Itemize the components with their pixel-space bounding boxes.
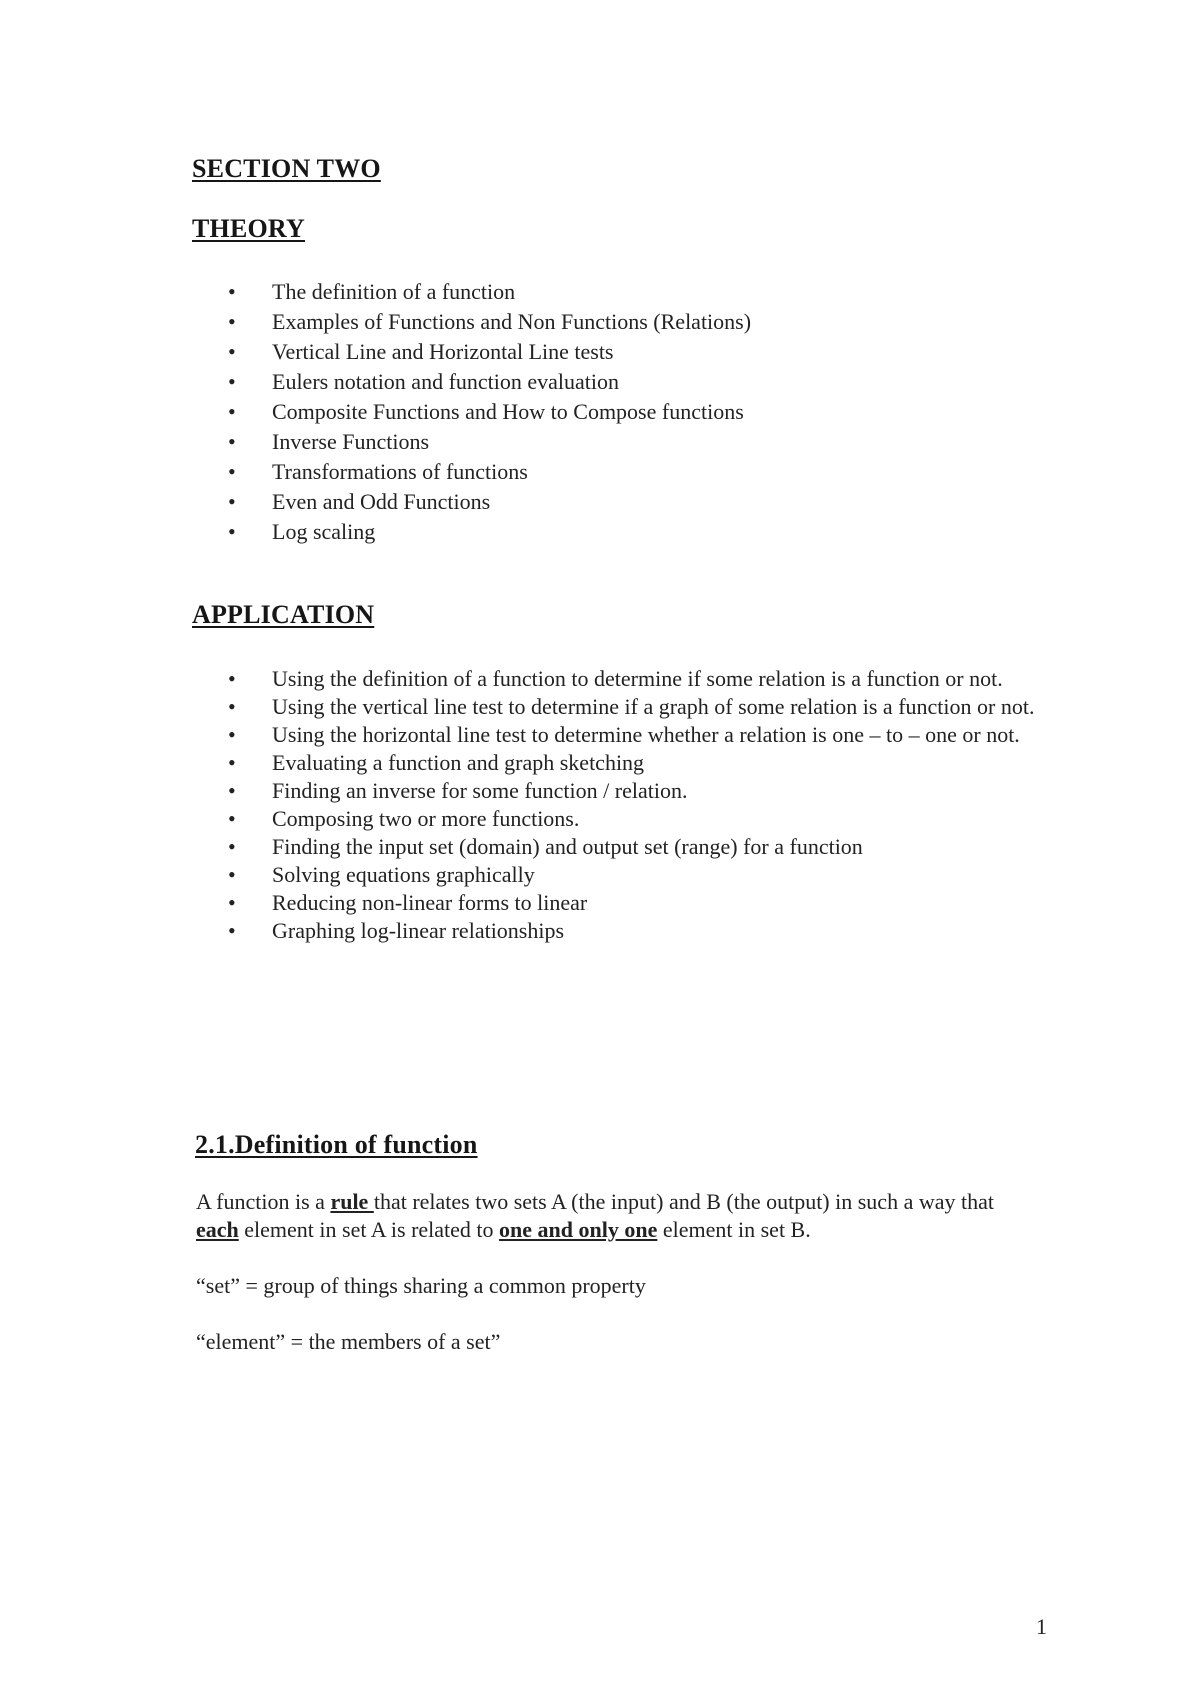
list-item: • Composite Functions and How to Compose functions — [228, 397, 751, 427]
element-definition: “element” = the members of a set” — [196, 1329, 501, 1354]
emphasis-each: each — [196, 1217, 239, 1242]
list-item: • Vertical Line and Horizontal Line tests — [228, 337, 751, 367]
list-item: • Composing two or more functions. — [228, 805, 1048, 833]
section-title: SECTION TWO — [192, 154, 381, 183]
list-item: • Solving equations graphically — [228, 861, 1048, 889]
definition-paragraph: A function is a rule that relates two sets A (the input) and B (the output) in such a way that each element in set A is related to one and only one element in set B. — [196, 1189, 994, 1242]
set-definition: “set” = group of things sharing a common property — [196, 1273, 646, 1298]
list-item: • Using the horizontal line test to determine whether a relation is one – to – one or not. — [228, 721, 1048, 749]
list-item: • Using the vertical line test to determine if a graph of some relation is a function or not. — [228, 693, 1048, 721]
list-item: • Finding an inverse for some function / relation. — [228, 777, 1048, 805]
theory-heading: THEORY — [192, 214, 305, 243]
list-item: • Reducing non-linear forms to linear — [228, 889, 1048, 917]
list-item: • Inverse Functions — [228, 427, 751, 457]
list-item: • Evaluating a function and graph sketching — [228, 749, 1048, 777]
list-item: • Graphing log-linear relationships — [228, 917, 1048, 945]
list-item: • Eulers notation and function evaluation — [228, 367, 751, 397]
page-number: 1 — [1036, 1614, 1047, 1639]
theory-list — [228, 277, 751, 547]
emphasis-one-and-only-one: one and only one — [499, 1217, 658, 1242]
application-heading: APPLICATION — [192, 600, 375, 629]
list-item: • The definition of a function — [228, 277, 751, 307]
definition-heading: 2.1.Definition of function — [195, 1130, 478, 1159]
list-item: • Using the definition of a function to determine if some relation is a function or not. — [228, 665, 1048, 693]
list-item: • Finding the input set (domain) and output set (range) for a function — [228, 833, 1048, 861]
list-item: • Transformations of functions — [228, 457, 751, 487]
list-item: • Log scaling — [228, 517, 751, 547]
list-item: • Even and Odd Functions — [228, 487, 751, 517]
list-item: • Examples of Functions and Non Functions (Relations) — [228, 307, 751, 337]
application-list — [228, 665, 1048, 945]
emphasis-rule: rule — [330, 1189, 374, 1214]
